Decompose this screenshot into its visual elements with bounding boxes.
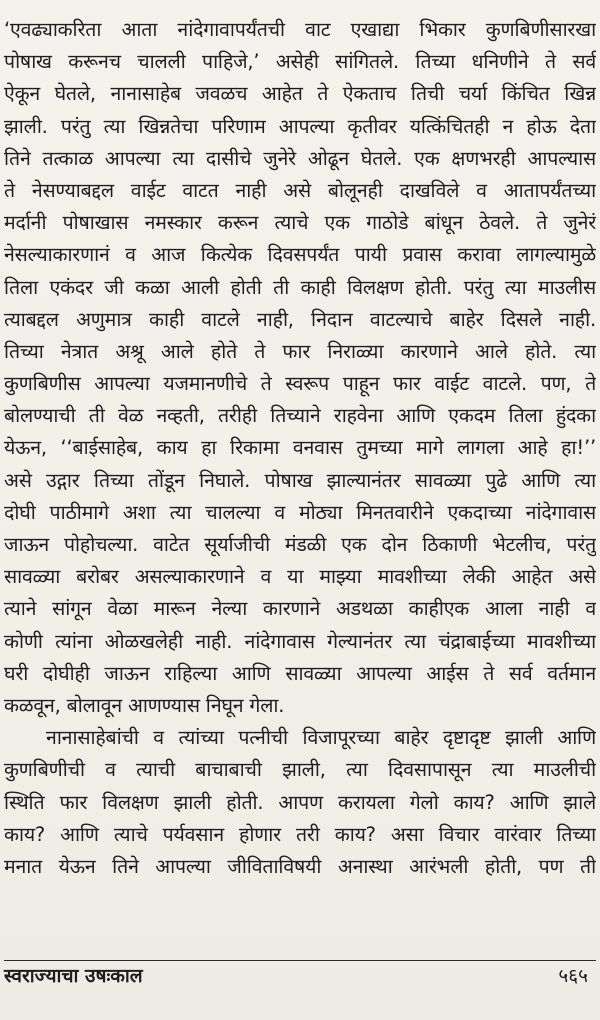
paragraph-start-line: नानासाहेबांची व त्यांच्या पत्नीची विजापूरच्या बाहेर दृष्टादृष्ट झाली आणि [46,726,596,750]
text-line: मनात येऊन तिने आपल्या जीविताविषयी अनास्था आरंभली होती, पण ती [4,854,596,878]
text-line: ऐकून घेतले, नानासाहेब जवळच आहेत ते ऐकताच तिची चर्या किंचित खिन्न [4,82,596,106]
page-body-text [4,14,596,883]
text-line: कुणबिणीस आपल्या यजमानणीचे ते स्वरूप पाहून फार वाईट वाटले. पण, ते [4,372,596,396]
text-line: पोषाख करूनच चालली पाहिजे,’ असेही सांगितले. तिच्या धनिणीने ते सर्व [4,50,596,74]
text-line: कोणी त्यांना ओळखलेही नाही. नांदेगावास गेल्यानंतर त्या चंद्राबाईच्या मावशीच्या [4,629,596,653]
text-line: ते नेसण्याबद्दल वाईट वाटत नाही असे बोलूनही दाखविले व आतापर्यंतच्या [4,178,596,202]
text-line: दोघी पाठीमागे अशा त्या चालल्या व मोठ्या मिनतवारीने एकदाच्या नांदेगावास [4,500,596,524]
text-line: त्याने सांगून वेळा मारून नेल्या कारणाने अडथळा काहीएक आला नाही व [4,597,596,621]
text-line: बोलण्याची ती वेळ नव्हती, तरीही तिच्याने राहवेना आणि एकदम तिला हुंदका [4,404,596,428]
text-line: ‘एवढ्याकरिता आता नांदेगावापर्यंतची वाट एखाद्या भिकार कुणबिणीसारखा [4,18,596,41]
page-footer [4,962,596,990]
text-line: जाऊन पोहोचल्या. वाटेत सूर्याजीची मंडळी एक दोन ठिकाणी भेटलीच, परंतु [4,533,596,556]
text-line: मर्दानी पोषाखास नमस्कार करून त्याचे एक गाठोडे बांधून ठेवले. ते जुनेरं [4,211,596,235]
page-number: ५६५ [558,965,588,987]
text-line: सावळ्या बरोबर असल्याकारणाने व या माझ्या मावशीच्या लेकी आहेत असे [4,565,596,589]
footer-divider [4,960,596,961]
text-line: कुणबिणीची व त्याची बाचाबाची झाली, त्या दिवसापासून त्या माउलीची [4,758,596,782]
text-line: घरी दोघीही जाऊन राहिल्या आणि सावळ्या आपल्या आईस ते सर्व वर्तमान [4,661,596,685]
text-line: असे उद्गार तिच्या तोंडून निघाले. पोषाख झाल्यानंतर सावळ्या पुढे आणि त्या [4,468,596,492]
text-line: काय? आणि त्याचे पर्यवसान होणार तरी काय? असा विचार वारंवार तिच्या [4,822,596,846]
text-line: तिने तत्काळ आपल्या त्या दासीचे जुनेरे ओढून घेतले. एक क्षणभरही आपल्यास [4,146,596,170]
text-line: नेसल्याकारणानं व आज कित्येक दिवसपर्यंत पायी प्रवास करावा लागल्यामुळे [4,243,596,267]
text-line: स्थिति फार विलक्षण झाली होती. आपण करायला गेलो काय? आणि झाले [4,790,596,814]
text-line: झाली. परंतु त्या खिन्नतेचा परिणाम आपल्या कृतीवर यत्किंचितही न होऊ देता [4,114,596,138]
text-line: तिच्या नेत्रात अश्रू आले होते ते फार निराळ्या कारणाने आले होते. त्या [4,339,596,363]
paragraph-end-line: कळवून, बोलावून आणण्यास निघून गेला. [4,693,285,717]
text-line: तिला एकंदर जी कळा आली होती ती काही विलक्षण होती. परंतु त्या माउलीस [4,275,596,299]
text-line: त्याबद्दल अणुमात्र काही वाटले नाही, निदान वाटल्याचे बाहेर दिसले नाही. [4,307,596,331]
running-footer-title: स्वराज्याचा उषःकाल [4,965,143,987]
text-line: येऊन, ‘‘बाईसाहेब, काय हा रिकामा वनवास तुमच्या मागे लागला आहे हा!’’ [4,436,596,460]
